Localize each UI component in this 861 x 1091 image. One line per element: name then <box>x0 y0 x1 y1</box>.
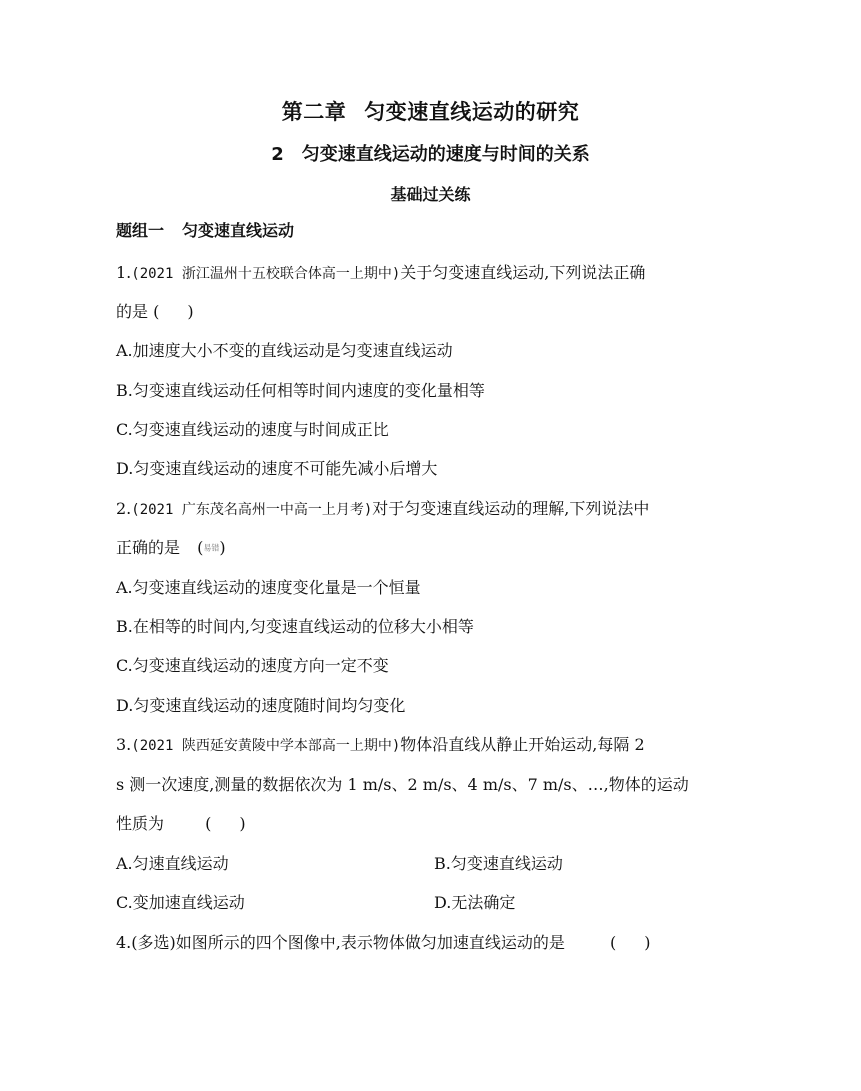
q3-stem-line1 <box>116 734 645 757</box>
q4-stem: (多选)如图所示的四个图像中,表示物体做匀加速直线运动的是 <box>131 933 565 952</box>
q1-option-b: B.匀变速直线运动任何相等时间内速度的变化量相等 <box>116 381 485 400</box>
q1-stem-line1 <box>116 262 645 285</box>
q2-number: 2. <box>116 499 132 518</box>
q2-stem-a: 对于匀变速直线运动的理解,下列说法中 <box>372 499 650 518</box>
q1-number: 1. <box>116 263 132 282</box>
group-topic: 匀变速直线运动 <box>182 221 295 240</box>
q3-stem-line2: s 测一次速度,测量的数据依次为 1 m/s、2 m/s、4 m/s、7 m/s、…,物体的运动 <box>116 775 689 794</box>
section-name: 匀变速直线运动的速度与时间的关系 <box>301 144 590 165</box>
q3-option-d: D.无法确定 <box>434 893 516 912</box>
chapter-number: 第二章 <box>281 100 347 124</box>
q2-stem-b: 正确的是 <box>116 538 181 557</box>
q1-option-d: D.匀变速直线运动的速度不可能先减小后增大 <box>116 459 438 478</box>
q3-source: (2021 陕西延安黄陵中学本部高一上期中) <box>131 738 401 754</box>
q3-option-a: A.匀速直线运动 <box>116 854 229 873</box>
q3-number: 3. <box>116 735 132 754</box>
q2-stem-line2 <box>116 537 226 560</box>
q2-stem-line1 <box>116 498 649 521</box>
q2-source: (2021 广东茂名高州一中高一上月考) <box>131 502 373 518</box>
q1-option-c: C.匀变速直线运动的速度与时间成正比 <box>116 420 389 439</box>
q3-option-b: B.匀变速直线运动 <box>434 854 563 873</box>
q2-error-prone-tag: 易错 <box>203 543 220 553</box>
chapter-name: 匀变速直线运动的研究 <box>364 100 580 124</box>
q1-stem-line2 <box>116 301 194 323</box>
q3-answer-bracket: ( ) <box>205 814 246 833</box>
q2-answer-bracket: (易错) <box>197 538 226 557</box>
q3-option-c: C.变加速直线运动 <box>116 893 245 912</box>
q1-stem-b: 的是 <box>116 302 149 321</box>
section-number: 2 <box>271 144 284 165</box>
q3-stem-c: 性质为 <box>116 814 165 833</box>
q1-option-a: A.加速度大小不变的直线运动是匀变速直线运动 <box>116 341 453 360</box>
q2-option-c: C.匀变速直线运动的速度方向一定不变 <box>116 656 389 675</box>
q1-source: (2021 浙江温州十五校联合体高一上期中) <box>131 266 401 282</box>
q2-option-b: B.在相等的时间内,匀变速直线运动的位移大小相等 <box>116 617 474 636</box>
exercise-title: 基础过关练 <box>390 185 471 204</box>
q3-stem-line3 <box>116 813 246 835</box>
group-label: 题组一 <box>116 221 165 240</box>
section-title <box>0 140 861 166</box>
q3-stem-a: 物体沿直线从静止开始运动,每隔 2 <box>400 735 645 754</box>
group-heading <box>116 220 294 242</box>
q1-stem-a: 关于匀变速直线运动,下列说法正确 <box>400 263 646 282</box>
q2-option-a: A.匀变速直线运动的速度变化量是一个恒量 <box>116 578 421 597</box>
q1-answer-bracket: ( ) <box>153 302 194 321</box>
q4-stem-line1 <box>116 932 650 954</box>
q2-option-d: D.匀变速直线运动的速度随时间均匀变化 <box>116 696 406 715</box>
q4-number: 4. <box>116 933 132 952</box>
q4-answer-bracket: ( ) <box>609 933 651 952</box>
chapter-title <box>0 96 861 126</box>
